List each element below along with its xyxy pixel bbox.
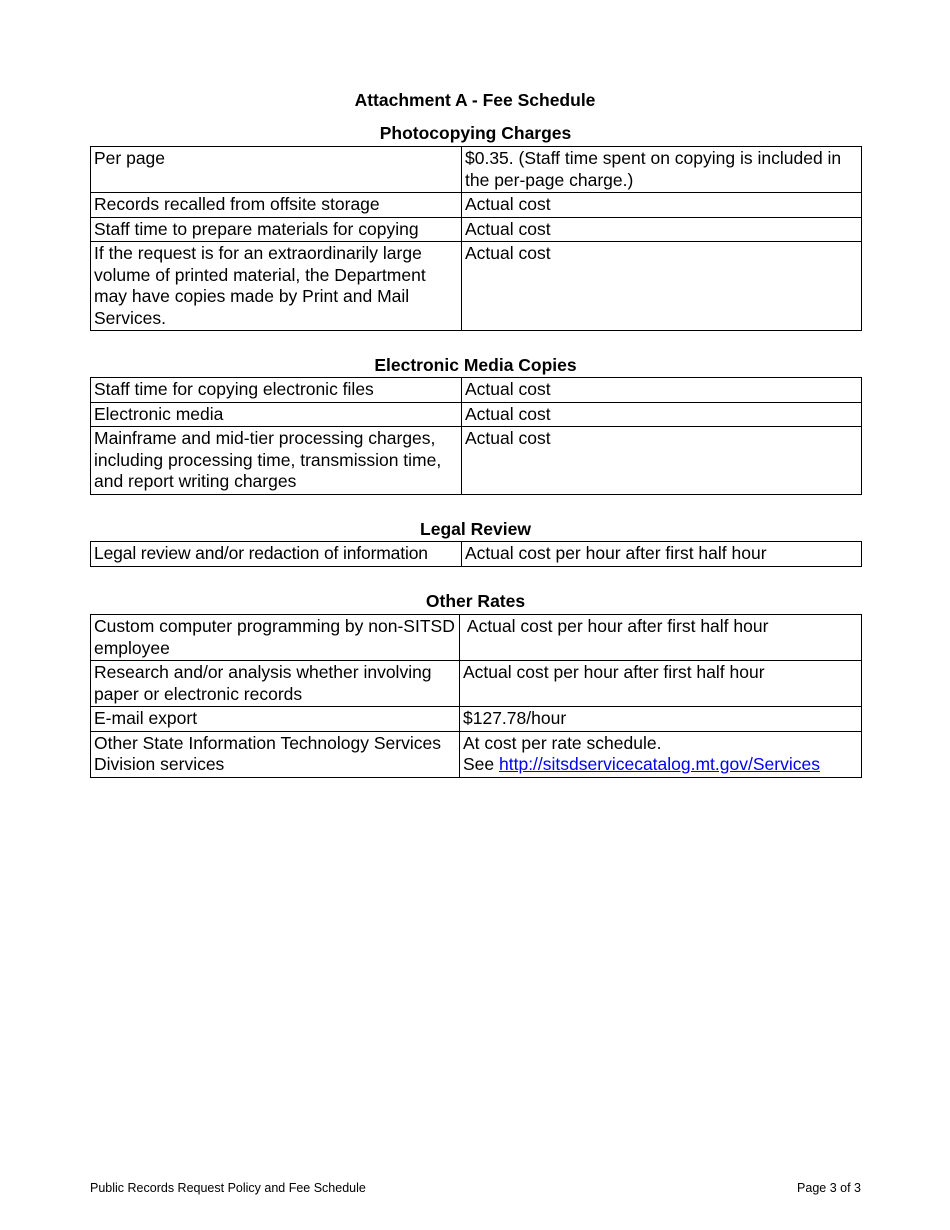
section-heading-electronic-media: Electronic Media Copies xyxy=(374,355,577,375)
table-row xyxy=(91,217,862,242)
rate-schedule-text: At cost per rate schedule. xyxy=(463,732,662,753)
section-heading-other-rates: Other Rates xyxy=(425,591,526,611)
fee-item: Staff time for copying electronic files xyxy=(91,378,462,403)
fee-item: Research and/or analysis whether involving paper or electronic records xyxy=(91,661,460,707)
section-heading-photocopying: Photocopying Charges xyxy=(379,123,572,143)
service-catalog-link[interactable]: http://sitsdservicecatalog.mt.gov/Services xyxy=(499,754,820,774)
fee-cost: Actual cost xyxy=(462,242,862,331)
fee-item: Other State Information Technology Services Division services xyxy=(91,731,460,777)
table-row xyxy=(91,707,862,732)
fee-cost: Actual cost per hour after first half hour xyxy=(462,542,862,567)
fee-item: Electronic media xyxy=(91,402,462,427)
fee-cost: Actual cost xyxy=(462,193,862,218)
table-row xyxy=(91,242,862,331)
fee-cost: Actual cost xyxy=(462,402,862,427)
table-row xyxy=(91,542,862,567)
fee-item: Legal review and/or redaction of information xyxy=(91,542,462,567)
other-rates-table xyxy=(90,614,862,778)
table-row xyxy=(91,427,862,495)
page-title: Attachment A - Fee Schedule xyxy=(354,90,596,110)
fee-cost: Actual cost xyxy=(462,217,862,242)
table-row xyxy=(91,147,862,193)
footer-document-name: Public Records Request Policy and Fee Schedule xyxy=(90,1181,366,1195)
table-row xyxy=(91,378,862,403)
fee-cost xyxy=(460,731,862,777)
fee-item: E-mail export xyxy=(91,707,460,732)
fee-cost: Actual cost per hour after first half hour xyxy=(460,615,862,661)
footer-page-number: Page 3 of 3 xyxy=(797,1181,861,1195)
fee-item: Custom computer programming by non-SITSD employee xyxy=(91,615,460,661)
fee-item: Mainframe and mid-tier processing charges, including processing time, transmission time, and report writing charges xyxy=(91,427,462,495)
table-row xyxy=(91,615,862,661)
table-row xyxy=(91,193,862,218)
fee-item: Staff time to prepare materials for copying xyxy=(91,217,462,242)
fee-cost: $127.78/hour xyxy=(460,707,862,732)
fee-item: If the request is for an extraordinarily large volume of printed material, the Department may have copies made by Print and Mail Services. xyxy=(91,242,462,331)
fee-cost: Actual cost xyxy=(462,378,862,403)
fee-cost: $0.35. (Staff time spent on copying is included in the per-page charge.) xyxy=(462,147,862,193)
table-row xyxy=(91,661,862,707)
fee-cost: Actual cost per hour after first half hour xyxy=(460,661,862,707)
see-label: See xyxy=(463,754,499,774)
table-row xyxy=(91,731,862,777)
fee-item: Records recalled from offsite storage xyxy=(91,193,462,218)
section-heading-legal-review: Legal Review xyxy=(420,519,531,539)
fee-item: Per page xyxy=(91,147,462,193)
legal-review-table xyxy=(90,541,862,567)
table-row xyxy=(91,402,862,427)
fee-cost: Actual cost xyxy=(462,427,862,495)
photocopying-table xyxy=(90,146,862,331)
electronic-media-table xyxy=(90,377,862,495)
